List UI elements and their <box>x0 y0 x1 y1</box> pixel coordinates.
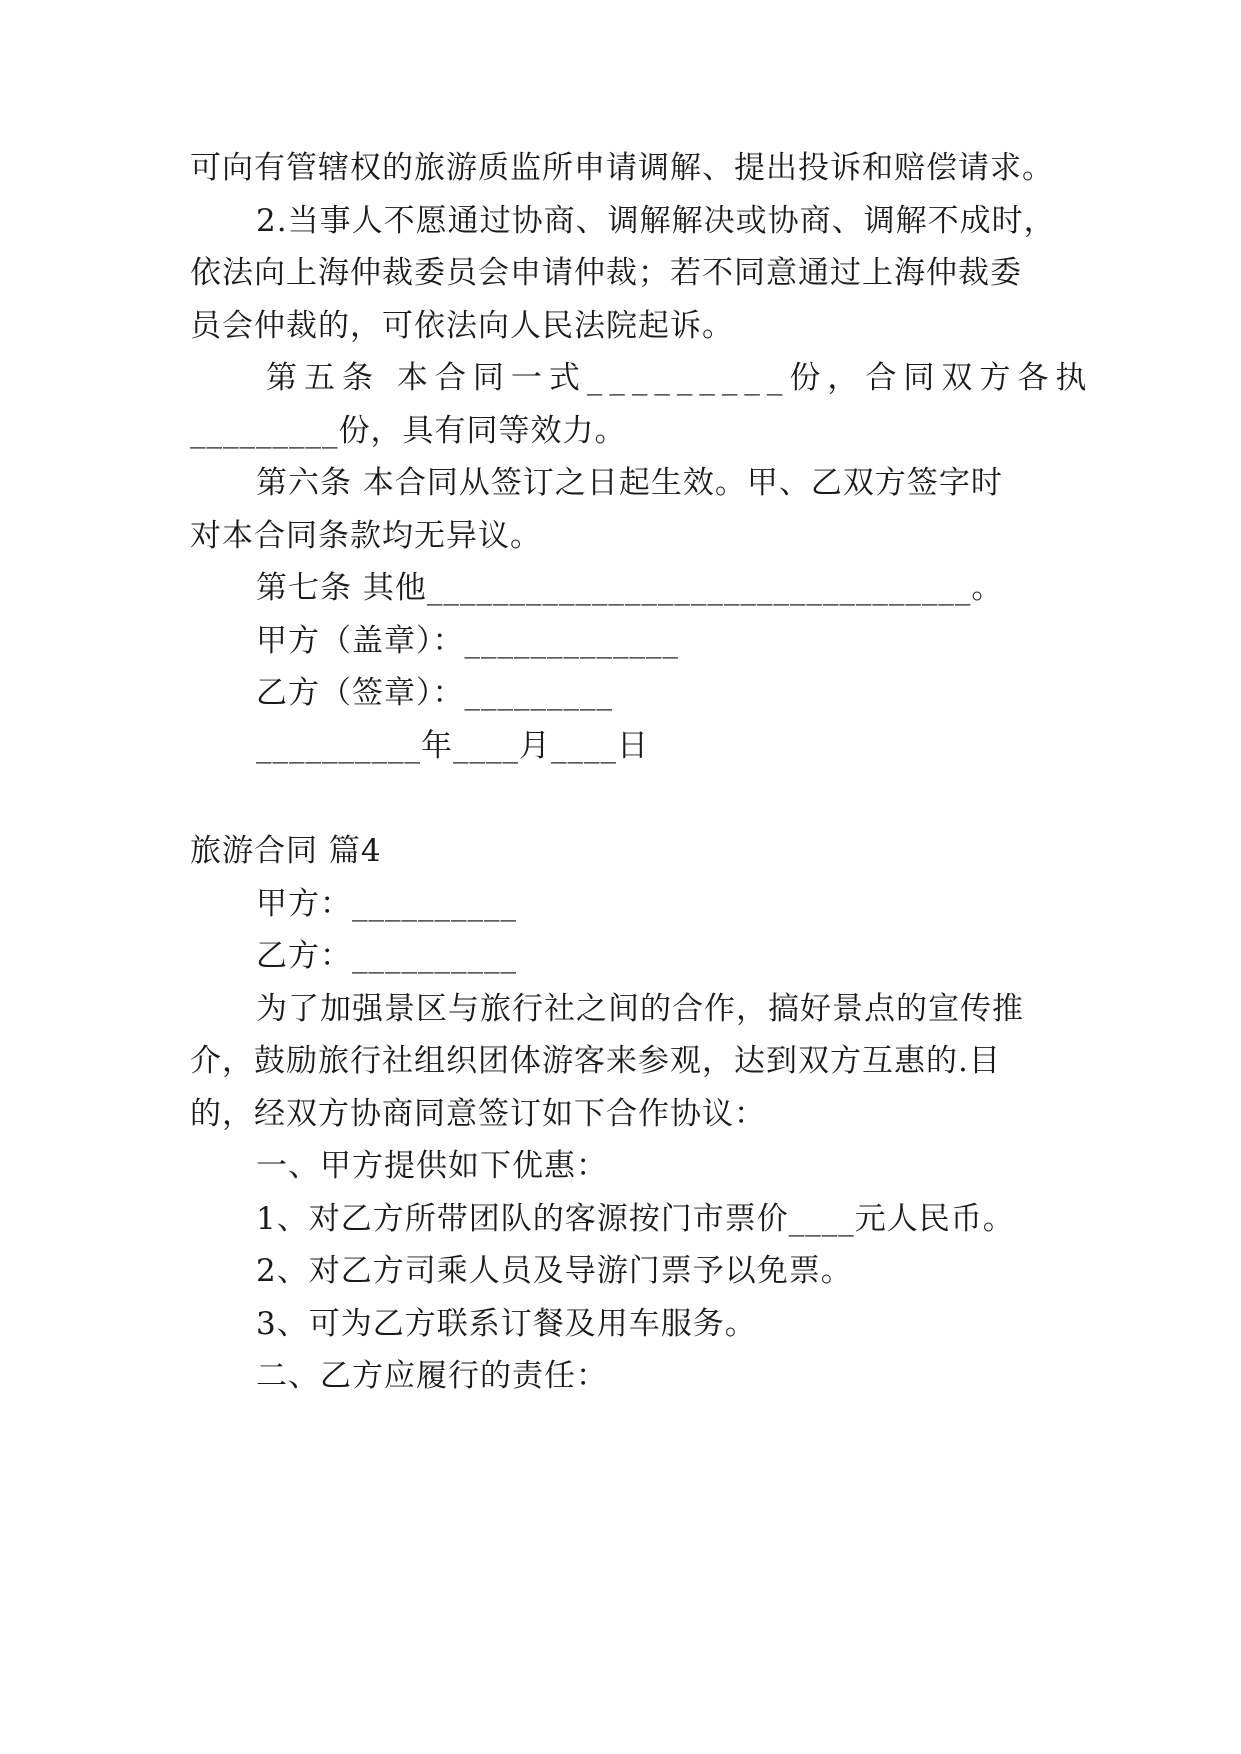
paragraph-line: 员会仲裁的，可依法向人民法院起诉。 <box>190 308 734 344</box>
party-b-line: 乙方：__________ <box>256 938 517 974</box>
paragraph-line: 2.当事人不愿通过协商、调解解决或协商、调解不成时， <box>256 203 1056 239</box>
paragraph-line: 对本合同条款均无异议。 <box>190 518 542 554</box>
paragraph-line: 可向有管辖权的旅游质监所申请调解、提出投诉和赔偿请求。 <box>190 150 1054 186</box>
list-heading: 二、乙方应履行的责任： <box>256 1358 608 1394</box>
list-item: 2、对乙方司乘人员及导游门票予以免票。 <box>256 1253 853 1289</box>
party-a-line: 甲方：__________ <box>256 886 517 922</box>
date-line: __________年____月____日 <box>256 728 649 764</box>
article-six-line: 第六条 本合同从签订之日起生效。甲、乙双方签字时 <box>256 465 1003 501</box>
paragraph-line: 的，经双方协商同意签订如下合作协议： <box>190 1096 766 1132</box>
party-b-sign-line: 乙方（签章）：_________ <box>256 675 613 711</box>
list-heading: 一、甲方提供如下优惠： <box>256 1148 608 1184</box>
paragraph-line: 介，鼓励旅行社组织团体游客来参观，达到双方互惠的.目 <box>190 1043 1001 1079</box>
article-five-line: 第五条 本合同一式_________份，合同双方各执 <box>266 360 1094 396</box>
paragraph-line: 依法向上海仲裁委员会申请仲裁；若不同意通过上海仲裁委 <box>190 255 1022 291</box>
party-a-seal-line: 甲方（盖章）：_____________ <box>256 623 679 659</box>
paragraph-line: 为了加强景区与旅行社之间的合作，搞好景点的宣传推 <box>256 991 1024 1027</box>
list-item: 3、可为乙方联系订餐及用车服务。 <box>256 1306 757 1342</box>
list-item: 1、对乙方所带团队的客源按门市票价____元人民币。 <box>256 1201 1015 1237</box>
article-seven-line: 第七条 其他_________________________________。 <box>256 570 1004 606</box>
paragraph-line: _________份，具有同等效力。 <box>190 413 627 449</box>
section-title: 旅游合同 篇4 <box>190 833 382 869</box>
